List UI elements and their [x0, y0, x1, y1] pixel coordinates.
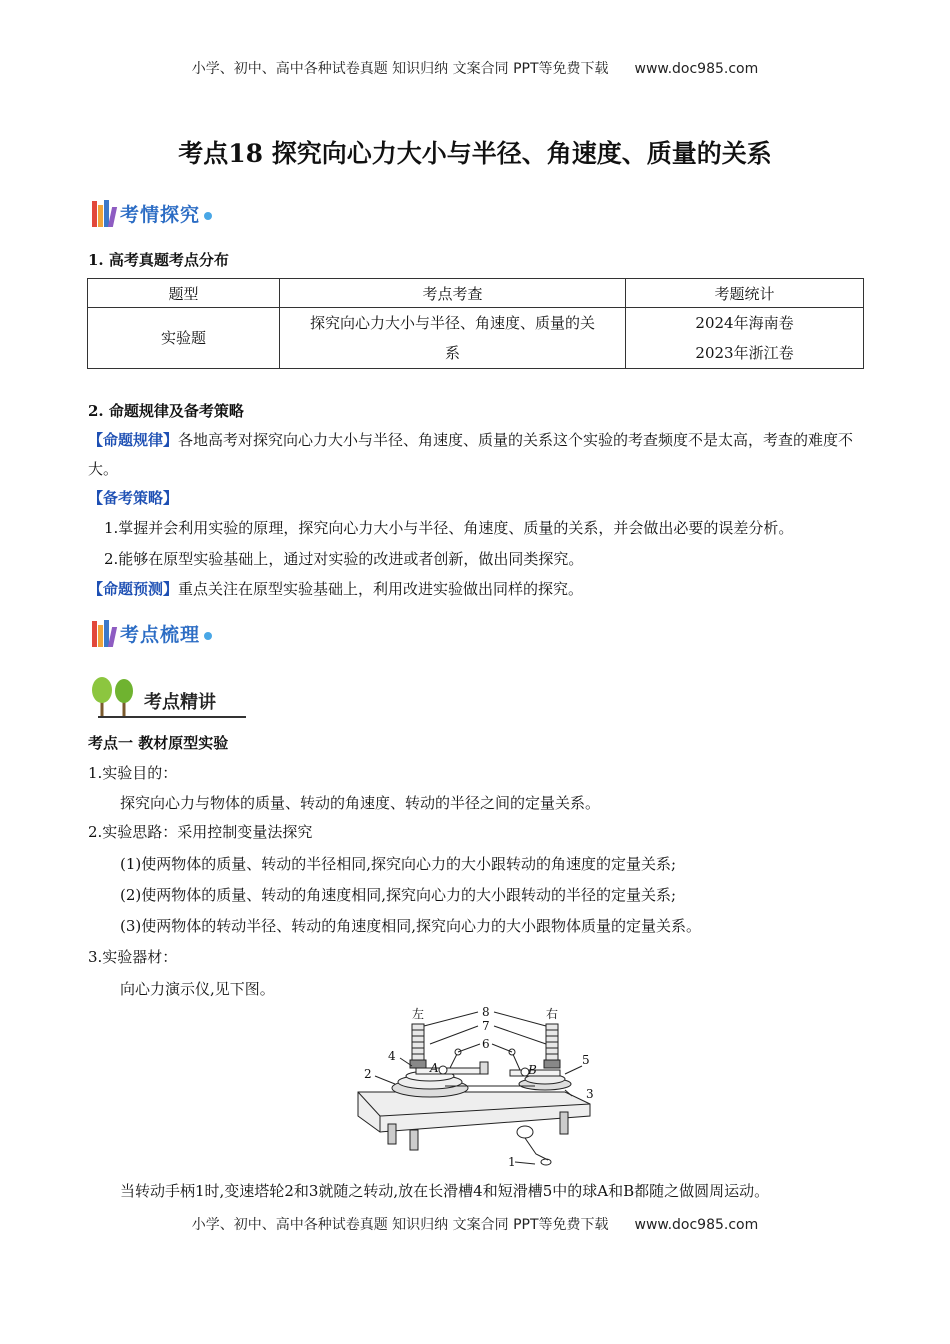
books-icon — [92, 199, 116, 227]
header-url[interactable]: www.doc985.com — [634, 61, 759, 77]
tree-icon — [88, 676, 140, 720]
predict-text: 重点关注在原型实验基础上，利用改进实验做出同样的探究。 — [178, 580, 584, 598]
purpose-label: 1.实验目的： — [88, 764, 178, 782]
strategy-label: 【备考策略】 — [88, 489, 179, 507]
table-header: 题型 — [88, 279, 280, 308]
page-header — [0, 58, 950, 78]
rule-paragraph — [88, 426, 868, 484]
table-header: 考题统计 — [626, 279, 864, 308]
figure-label-4: 4 — [388, 1049, 396, 1063]
figure-label-ball-a: A — [430, 1061, 439, 1075]
predict-paragraph — [88, 578, 583, 599]
page-title: 考点18 探究向心力大小与半径、角速度、质量的关系 — [178, 139, 772, 168]
header-text: 小学、初中、高中各种试卷真题 知识归纳 文案合同 PPT等免费下载 — [191, 61, 609, 77]
dot-icon — [204, 632, 212, 640]
section1-heading: 1. 高考真题考点分布 — [88, 251, 229, 269]
figure-label-2: 2 — [364, 1067, 372, 1081]
strategy-item: 2.能够在原型实验基础上，通过对实验的改进或者创新，做出同类探究。 — [104, 550, 584, 568]
stat-line: 2024年海南卷 — [695, 314, 794, 332]
figure-label-ball-b: B — [528, 1063, 537, 1077]
banner-kaodian — [92, 616, 212, 650]
footer-url[interactable]: www.doc985.com — [634, 1217, 759, 1233]
equip-label: 3.实验器材： — [88, 948, 178, 966]
table-row — [88, 308, 864, 369]
equip-text: 向心力演示仪,见下图。 — [120, 980, 275, 998]
banner-jingjiang — [88, 676, 248, 720]
centripetal-apparatus-figure — [350, 1004, 600, 1174]
idea-item: (2)使两物体的质量、转动的角速度相同,探究向心力的大小跟转动的半径的定量关系; — [120, 886, 677, 904]
figure-label-6: 6 — [482, 1037, 490, 1051]
table-cell-type: 实验题 — [88, 308, 280, 369]
section2-heading: 2. 命题规律及备考策略 — [88, 402, 244, 420]
books-icon — [92, 619, 116, 647]
banner-jingjiang-label: 考点精讲 — [144, 692, 216, 713]
banner-kaoqing — [92, 196, 212, 230]
strategy-item: 1.掌握并会利用实验的原理，探究向心力大小与半径、角速度、质量的关系，并会做出必要的误差分析。 — [104, 519, 794, 537]
idea-label: 2.实验思路：采用控制变量法探究 — [88, 823, 313, 841]
figure-label-left: 左 — [412, 1007, 425, 1021]
table-cell-stats — [626, 308, 864, 369]
figure-label-1: 1 — [508, 1155, 516, 1169]
topic-line: 探究向心力大小与半径、角速度、质量的关 — [309, 314, 595, 332]
dot-icon — [204, 212, 212, 220]
divider — [98, 716, 246, 718]
stat-line: 2023年浙江卷 — [695, 344, 794, 362]
figure-label-8: 8 — [482, 1005, 490, 1019]
point1-heading: 考点一 教材原型实验 — [88, 734, 229, 752]
figure-label-5: 5 — [582, 1053, 590, 1067]
table-header-row — [88, 279, 864, 308]
table-header: 考点考查 — [280, 279, 626, 308]
figure-label-3: 3 — [586, 1087, 594, 1101]
footer-text: 小学、初中、高中各种试卷真题 知识归纳 文案合同 PPT等免费下载 — [191, 1217, 609, 1233]
rule-text: 各地高考对探究向心力大小与半径、角速度、质量的关系这个实验的考查频度不是太高，考查的难度不大。 — [88, 431, 854, 478]
figure-label-7: 7 — [482, 1019, 490, 1033]
idea-item: (3)使两物体的转动半径、转动的角速度相同,探究向心力的大小跟物体质量的定量关系。 — [120, 917, 702, 935]
banner-kaodian-label: 考点梳理 — [120, 623, 201, 646]
figure-caption-text: 当转动手柄1时,变速塔轮2和3就随之转动,放在长滑槽4和短滑槽5中的球A和B都随之做圆周运动。 — [120, 1182, 770, 1200]
table-cell-topic — [280, 308, 626, 369]
figure-label-right: 右 — [546, 1007, 559, 1021]
predict-label: 【命题预测】 — [88, 580, 179, 598]
idea-item: (1)使两物体的质量、转动的半径相同,探究向心力的大小跟转动的角速度的定量关系; — [120, 855, 677, 873]
rule-label: 【命题规律】 — [88, 431, 179, 449]
page-footer — [0, 1214, 950, 1234]
purpose-text: 探究向心力与物体的质量、转动的角速度、转动的半径之间的定量关系。 — [120, 794, 601, 812]
topic-line: 系 — [444, 344, 460, 362]
banner-kaoqing-label: 考情探究 — [120, 203, 201, 226]
distribution-table — [87, 278, 864, 369]
